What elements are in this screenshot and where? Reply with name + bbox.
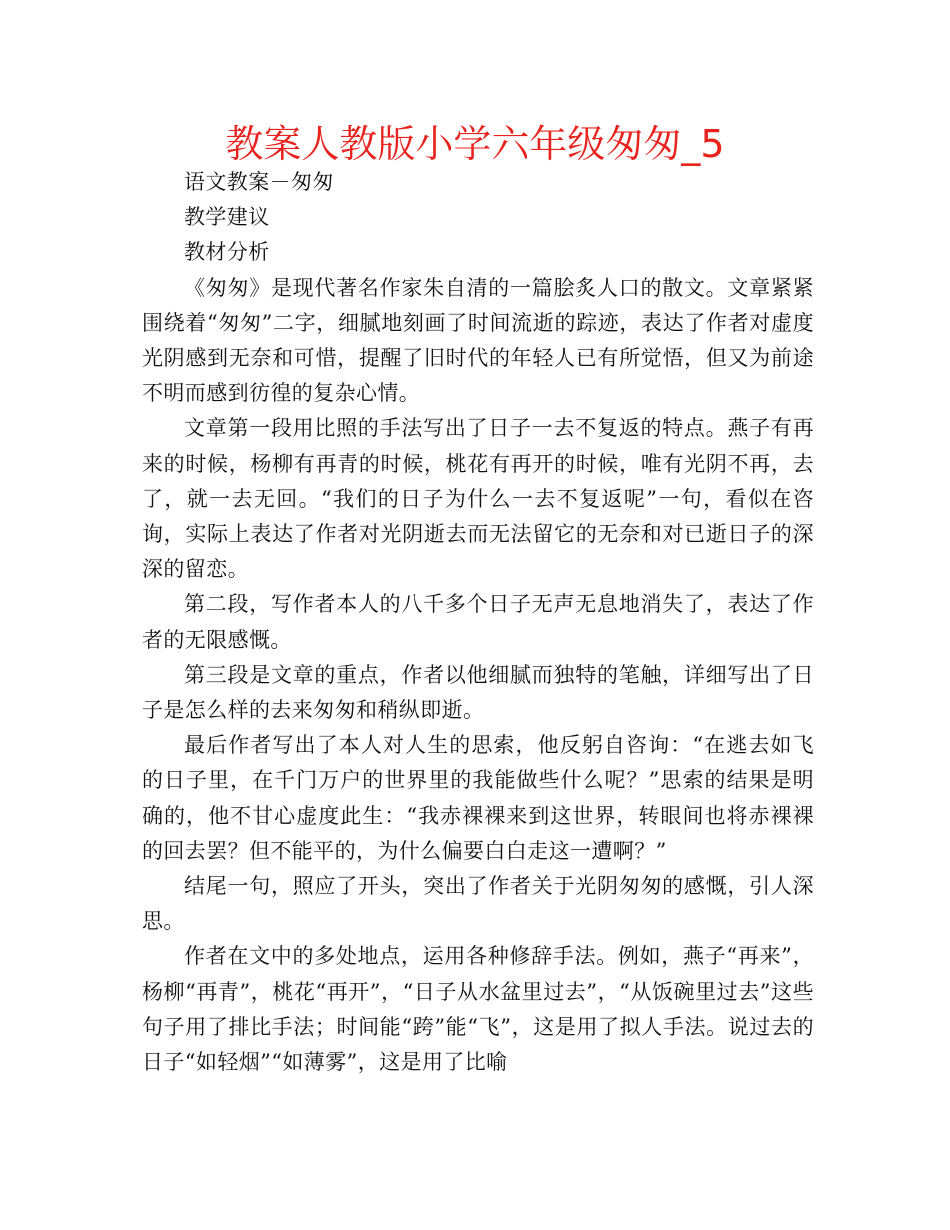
paragraph-reflection: 最后作者写出了本人对人生的思索，他反躬自咨询：“在逃去如飞的日子里，在千门万户的世界里的我能做些什么呢？”思索的结果是明确的，他不甘心虚度此生：“我赤裸裸来到这世界，转眼间也将赤裸裸的回去罢？但不能平的，为什么偏要白白走这一遭啊？”: [142, 733, 814, 863]
paragraph-rhetoric: 作者在文中的多处地点，运用各种修辞手法。例如，燕子“再来”，杨柳“再青”，桃花“再开”，“日子从水盆里过去”，“从饭碗里过去”这些句子用了排比手法；时间能“跨”能“飞”，这是用了拟人手法。说过去的日子“如轻烟”“如薄雾”，这是用了比喻: [142, 944, 814, 1075]
paragraph-section-one: 文章第一段用比照的手法写出了日子一去不复返的特点。燕子有再来的时候，杨柳有再青的时候，桃花有再开的时候，唯有光阴不再，去了，就一去无回。“我们的日子为什么一去不复返呢”一句，看似在咨询，实际上表达了作者对光阴逝去而无法留它的无奈和对已逝日子的深深的留恋。: [142, 416, 814, 582]
paragraph-ending: 结尾一句，照应了开头，突出了作者关于光阴匆匆的感慨，引人深思。: [142, 874, 814, 934]
paragraph-material-analysis: 教材分析: [184, 240, 270, 265]
paragraph-subject-heading: 语文教案－匆匆: [184, 170, 334, 194]
document-title: 教案人教版小学六年级匆匆_5: [225, 122, 725, 166]
paragraph-section-two: 第二段，写作者本人的八千多个日子无声无息地消失了，表达了作者的无限感慨。: [142, 592, 814, 652]
paragraph-intro: 《匆匆》是现代著名作家朱自清的一篇脍炙人口的散文。文章紧紧围绕着“匆匆”二字，细腻地刻画了时间流逝的踪迹，表达了作者对虚度光阴感到无奈和可惜，提醒了旧时代的年轻人已有所觉悟，但又为前途不明而感到彷徨的复杂心情。: [142, 275, 814, 406]
paragraph-section-three: 第三段是文章的重点，作者以他细腻而独特的笔触，详细写出了日子是怎么样的去来匆匆和稍纵即逝。: [142, 662, 814, 723]
document-body: [142, 165, 814, 1080]
paragraph-teaching-suggestions: 教学建议: [184, 205, 270, 230]
